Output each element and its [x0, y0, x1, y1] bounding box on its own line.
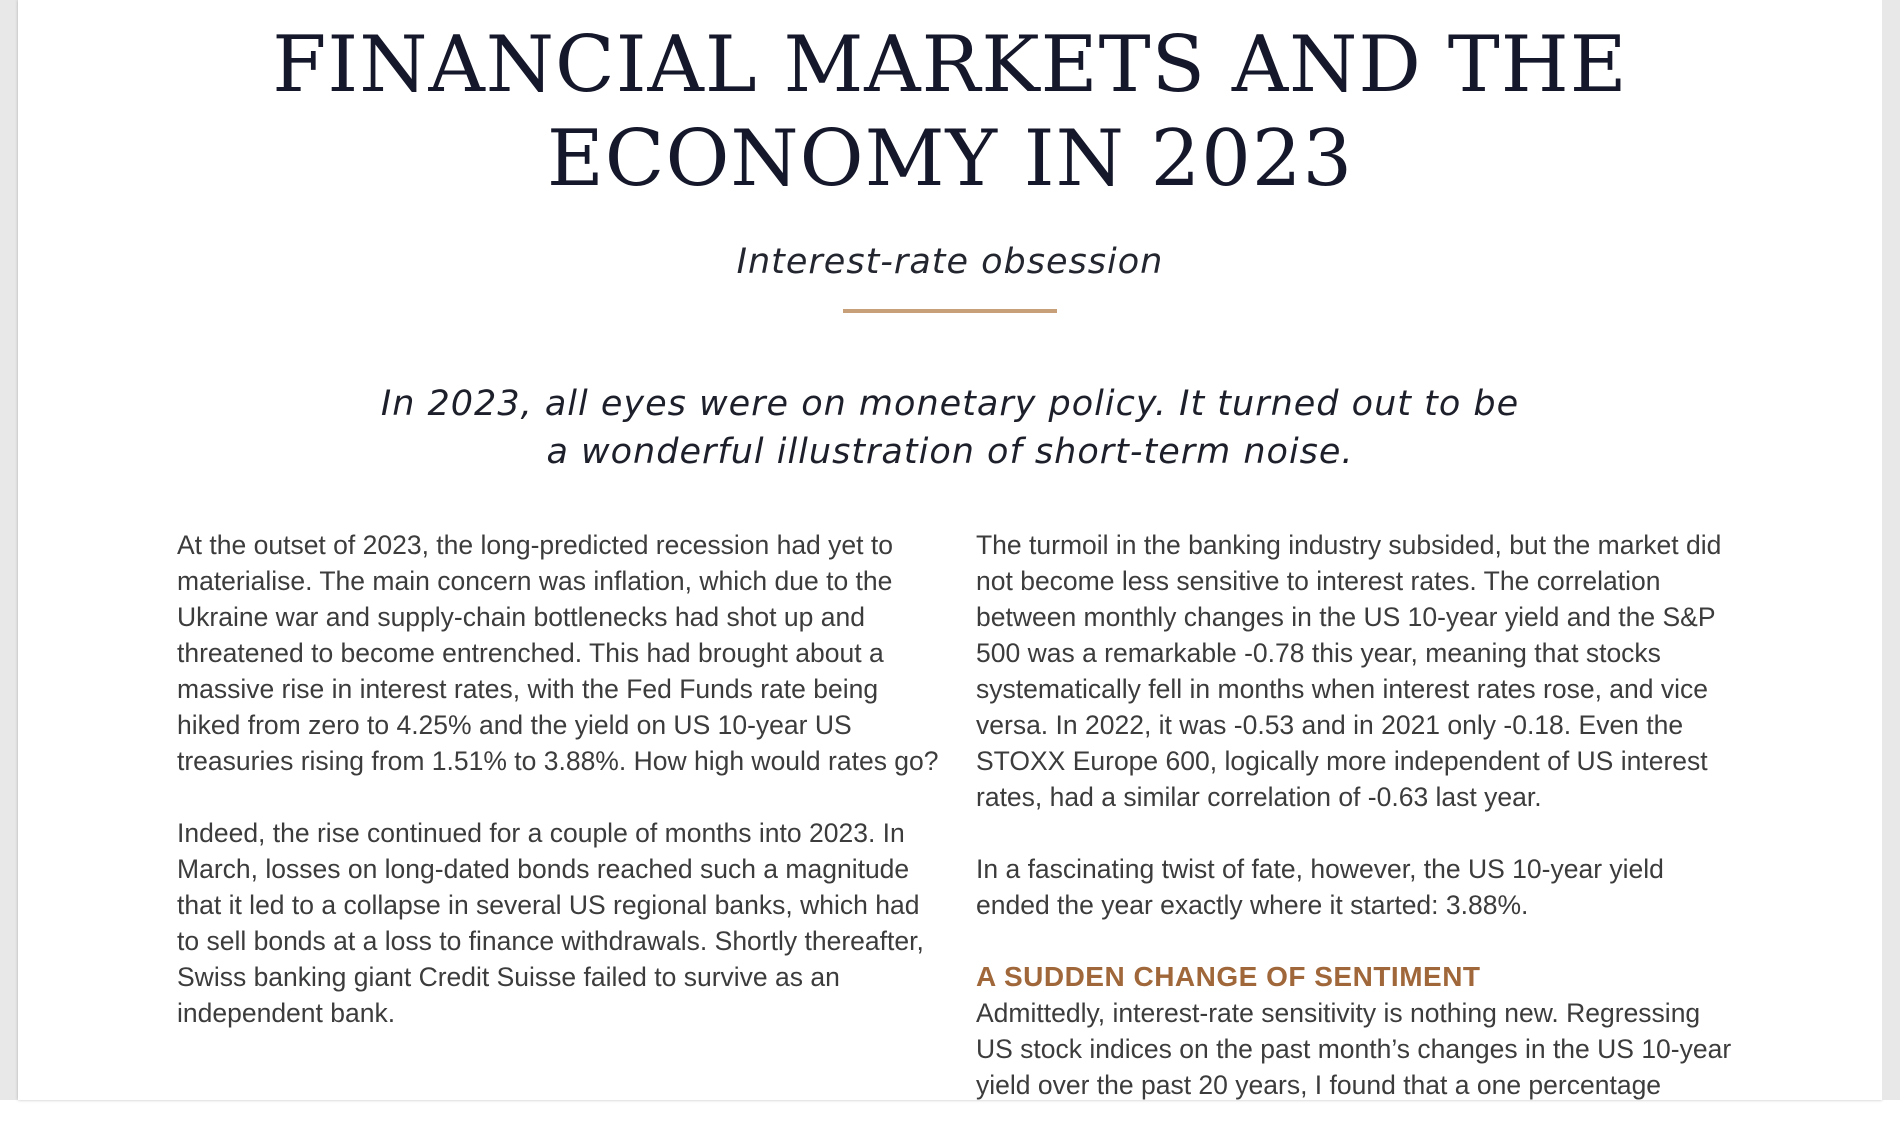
lead-line-1: In 2023, all eyes were on monetary policy. It turned out to be	[380, 384, 1520, 424]
lead-line-2: a wonderful illustration of short-term noise.	[546, 432, 1354, 472]
article-lead	[0, 380, 1900, 476]
right-column	[976, 527, 1741, 1139]
article-subtitle: Interest-rate obsession	[736, 242, 1164, 282]
title-line-1: FINANCIAL MARKETS AND THE	[272, 20, 1628, 110]
article-title	[0, 18, 1900, 206]
left-column	[177, 527, 942, 1067]
left-paragraph-1: At the outset of 2023, the long-predicted recession had yet to materialise. The main concern was inflation, which due to the Ukraine war and supply-chain bottlenecks had shot up and threatened to become entrenched. This had brought about a massive rise in interest rates, with the Fed Funds rate being hiked from zero to 4.25% and the yield on US 10-year US treasuries rising from 1.51% to 3.88%. How high would rates go?	[177, 530, 939, 776]
title-line-2: ECONOMY IN 2023	[546, 114, 1354, 204]
right-paragraph-1: The turmoil in the banking industry subsided, but the market did not become less sensitive to interest rates. The correlation between monthly changes in the US 10-year yield and the S&P 500 was a remarkable -0.78 this year, meaning that stocks systematically fell in months when interest rates rose, and vice versa. In 2022, it was -0.53 and in 2021 only -0.18. Even the STOXX Europe 600, logically more independent of US interest rates, had a similar correlation of -0.63 last year.	[976, 530, 1722, 812]
right-paragraph-3: Admittedly, interest-rate sensitivity is nothing new. Regressing US stock indices on the past month’s changes in the US 10-year yield over the past 20 years, I found that a one percentage	[976, 998, 1732, 1100]
left-paragraph-2: Indeed, the rise continued for a couple of months into 2023. In March, losses on long-dated bonds reached such a magnitude that it led to a collapse in several US regional banks, which had to sell bonds at a loss to finance withdrawals. Shortly thereafter, Swiss banking giant Credit Suisse failed to survive as an independent bank.	[177, 818, 924, 1028]
accent-divider	[843, 309, 1057, 313]
section-heading: A SUDDEN CHANGE OF SENTIMENT	[976, 961, 1481, 992]
right-paragraph-2: In a fascinating twist of fate, however, the US 10-year yield ended the year exactly where it started: 3.88%.	[976, 854, 1664, 920]
